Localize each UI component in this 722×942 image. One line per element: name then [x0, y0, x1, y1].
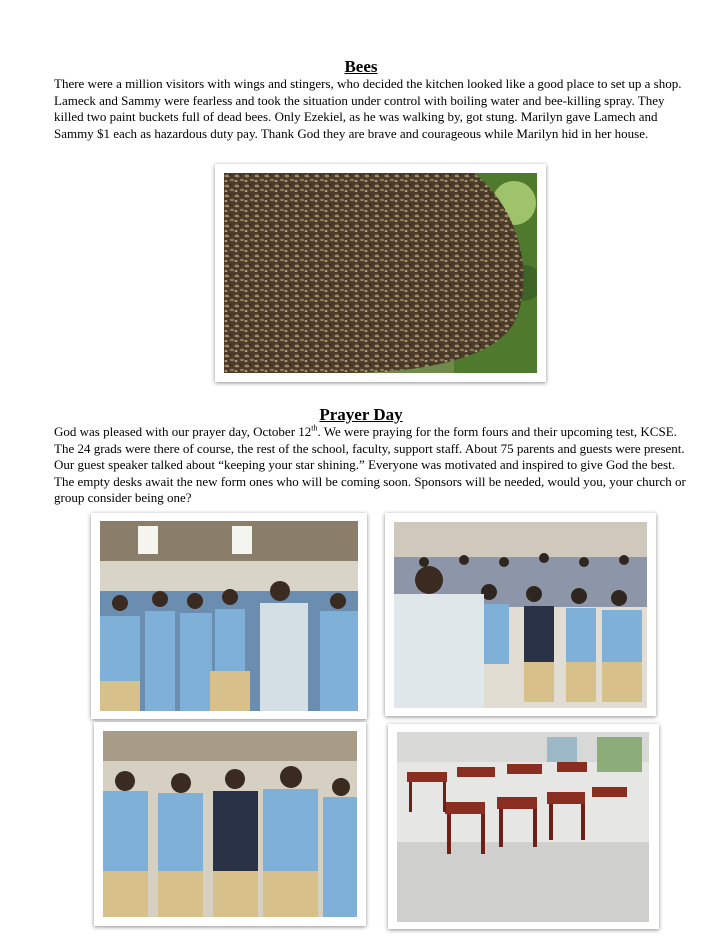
prayer-photo-guest: [385, 513, 656, 716]
prayer-photo-hall: [91, 513, 367, 719]
bees-heading: Bees: [344, 57, 378, 76]
bee-swarm-photo: [215, 164, 546, 382]
bees-paragraph: There were a million visitors with wings and stingers, who decided the kitchen looked like a good place to set up a shop. Lameck and Sammy were fearless and took the situation under control with boiling water and bee-killing spray. They killed two paint buckets full of dead bees. Only Ezekiel, as he was walking by, got stung. Marilyn gave Lamech and Sammy $1 each as hazardous duty pay. Thank God they are brave and courageous while Marilyn hid in her house.: [54, 76, 682, 141]
prayer-photo-students: [94, 722, 366, 926]
prayer-day-heading: Prayer Day: [319, 405, 403, 424]
prayer-day-paragraph: God was pleased with our prayer day, October 12th. We were praying for the form fours and their upcoming test, KCSE. The 24 grads were there of course, the rest of the school, faculty, support staff. About 75 parents and guests were present. Our guest speaker talked about “keeping your star shining.” Everyone was motivated and inspired to give God the best. The empty desks await the new form ones who will be coming soon. Sponsors will be needed, would you, your church or group consider being one?: [54, 423, 686, 506]
empty-desks-photo: [388, 724, 659, 929]
